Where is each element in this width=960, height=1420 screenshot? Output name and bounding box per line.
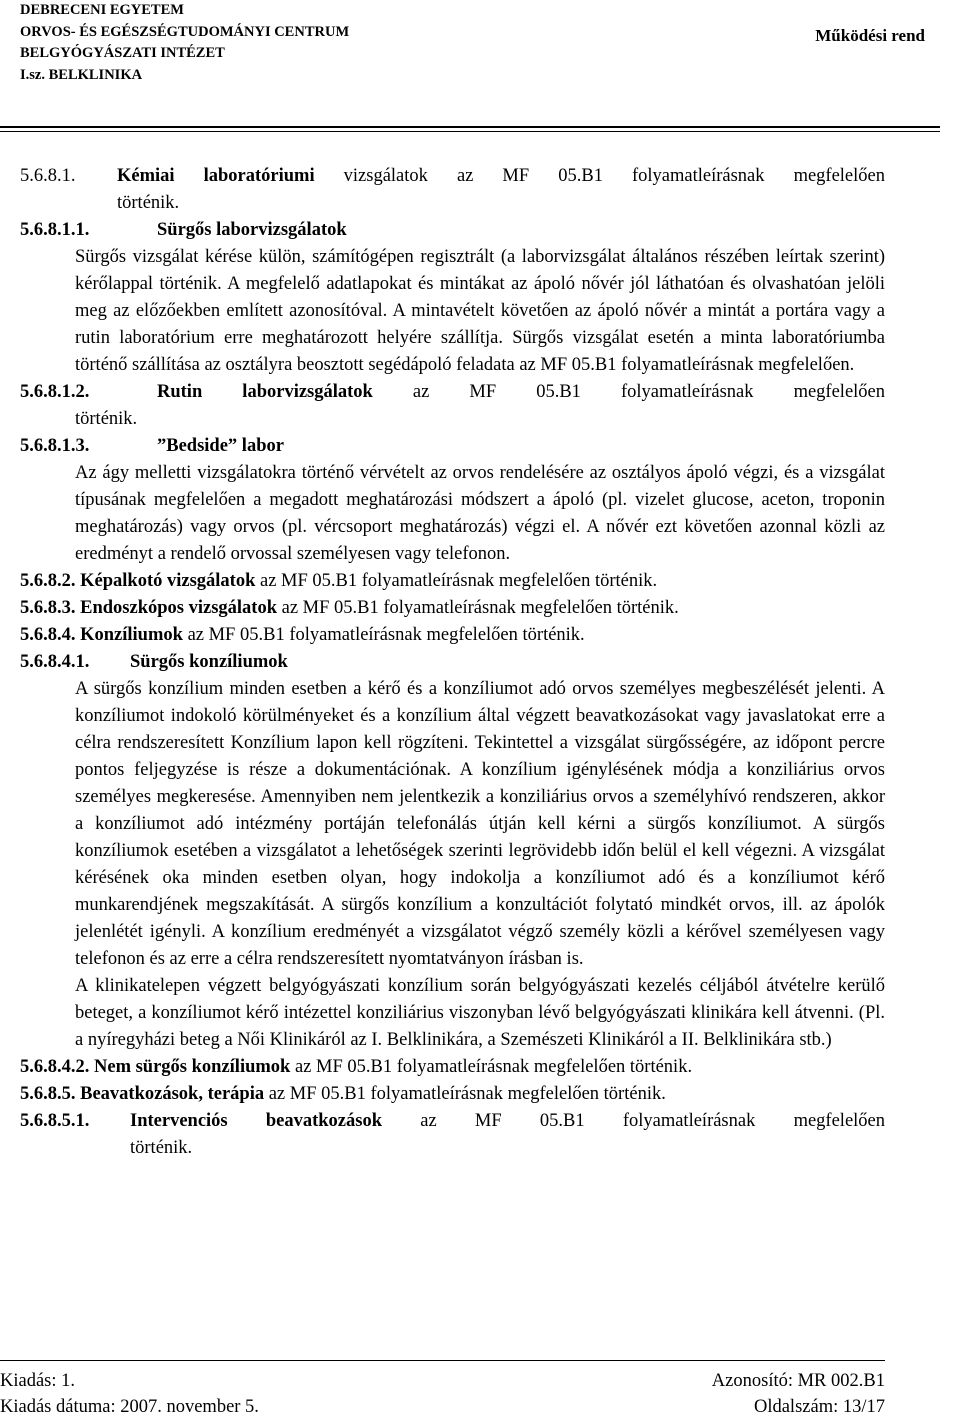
section-title: Nem sürgős konzíliumok — [94, 1057, 291, 1077]
section-5-6-8-4 — [20, 622, 885, 649]
section-5-6-8-1-2 — [20, 379, 885, 433]
footer-rule — [0, 1360, 885, 1361]
institution-line: I.sz. BELKLINIKA — [20, 66, 143, 83]
section-5-6-8-5 — [20, 1081, 885, 1108]
section-number: 5.6.8.1.3. — [20, 436, 90, 456]
section-text: az MF 05.B1 folyamatleírásnak megfelelően történik. — [281, 598, 679, 618]
section-text: az MF 05.B1 folyamatleírásnak megfelelően — [420, 1111, 886, 1131]
document-body — [20, 163, 885, 1162]
section-5-6-8-2 — [20, 568, 885, 595]
paragraph: Az ágy melletti vizsgálatokra történő vérvételt az orvos rendelésére az osztályos ápoló végzi, és a vizsgálat típusának megfelelően a megadott meghatározási módszert a ápoló (pl. vizelet glucose, aceton, troponin meghatározás) vagy orvos (pl. vércsoport meghatározás) végzi el. A nővér ezt követően azonnal közli az eredményt a rendelő orvossal személyesen vagy telefonon. — [75, 463, 885, 564]
section-number: 5.6.8.4.1. — [20, 652, 90, 672]
section-5-6-8-4-1 — [20, 649, 885, 676]
paragraph: A sürgős konzílium minden esetben a kérő és a konzíliumot adó orvos személyes megbeszélését jelenti. A konzíliumot indokoló körülményeket és a konzílium által végzett beavatkozásokat vagy javaslatokat erre a célra rendszeresített Konzílium lapon kell rögzíteni. Tekintettel a vizsgálat sürgősségére, az időpont percre pontos feljegyzése is része a dokumentációnak. A konzílium igénylésének módja a konziliárius orvos személyes megkeresése. Amennyiben nem jelentkezik a konziliárius orvos a személyhívó rendszeren, akkor a konzíliumot adó intézmény portáján telefonálás útján kell kérni a sürgős konzíliumot. A sürgős konzíliumok esetében a vizsgálatot a lehetőségek szerinti legrövidebb időn belül el kell végezni. A vizsgálat kérésének oka minden esetben olyan, hogy indokolja a konzíliumot adó és a konzíliumot kérő munkarendjének megszakítását. A sürgős konzílium a konzultációt folytató mindkét orvos, ill. az ápolók jelenlétét igényli. A konzílium eredményét a vizsgálatot végző személy közli a kérővel személyesen vagy telefonon és az erre a célra rendszeresített nyomtatványon írásban is. — [75, 679, 885, 969]
section-text: az MF 05.B1 folyamatleírásnak megfelelően — [412, 382, 886, 402]
section-5-6-8-1-1 — [20, 217, 885, 244]
section-number: 5.6.8.5. — [20, 1084, 76, 1104]
section-number: 5.6.8.1.2. — [20, 382, 90, 402]
header-rule-thick — [0, 126, 940, 128]
page-header — [20, 0, 925, 120]
section-text: az MF 05.B1 folyamatleírásnak megfelelően történik. — [268, 1084, 666, 1104]
edition: Kiadás: 1. — [0, 1371, 76, 1391]
institution-line: ORVOS- ÉS EGÉSZSÉGTUDOMÁNYI CENTRUM — [20, 23, 350, 40]
section-text: vizsgálatok az MF 05.B1 folyamatleírásnak megfelelően — [343, 166, 885, 186]
section-title: Konzíliumok — [80, 625, 183, 645]
section-title: Rutin laborvizsgálatok — [157, 382, 373, 402]
page-number: Oldalszám: 13/17 — [753, 1397, 885, 1417]
paragraph: Sürgős vizsgálat kérése külön, számítógépen regisztrált (a laborvizsgálat általános részében leírtak szerint) kérőlappal történik. A megfelelő adatlapokat és mintákat az ápoló nővér jól láthatóan és olvashatóan jelöli meg az előzőekben említett azonosítóval. A mintavételt követően az ápoló nővér a mintát a portára vagy a rutin laboratórium erre meghatározott helyére szállítja. Sürgős vizsgálat esetén a minta laboratóriumba történő szállítása az osztályra beosztott segédápoló feladata az MF 05.B1 folyamatleírásnak megfelelően. — [75, 247, 885, 375]
section-text-cont: történik. — [130, 1138, 193, 1158]
section-title: Intervenciós beavatkozások — [130, 1111, 383, 1131]
header-rule-thin — [0, 131, 940, 132]
page-footer — [0, 1368, 885, 1420]
section-number: 5.6.8.4. — [20, 625, 76, 645]
section-5-6-8-5-1 — [20, 1108, 885, 1162]
institution-line: BELGYÓGYÁSZATI INTÉZET — [20, 45, 225, 61]
institution-block — [20, 0, 349, 86]
section-title: Sürgős konzíliumok — [130, 652, 288, 672]
section-5-6-8-3 — [20, 595, 885, 622]
section-number: 5.6.8.1. — [20, 166, 76, 186]
section-title: Endoszkópos vizsgálatok — [80, 598, 277, 618]
section-title: ”Bedside” labor — [157, 436, 284, 456]
section-number: 5.6.8.2. — [20, 571, 76, 591]
section-number: 5.6.8.3. — [20, 598, 76, 618]
institution-line: DEBRECENI EGYETEM — [20, 2, 184, 18]
section-text: az MF 05.B1 folyamatleírásnak megfelelően történik. — [294, 1057, 693, 1077]
section-title: Képalkotó vizsgálatok — [80, 571, 256, 591]
document-type: Működési rend — [815, 26, 925, 45]
edition-date: Kiadás dátuma: 2007. november 5. — [0, 1397, 259, 1417]
paragraph: A klinikatelepen végzett belgyógyászati konzílium során belgyógyászati kezelés céljából átvételre kerülő beteget, a konzíliumot kérő intézettel konziliárius viszonyban lévő belgyógyászati klinikára kell átvenni. (Pl. a nyíregyházi beteg a Női Klinikáról az I. Belklinikára, a Szemészeti Klinikáról a II. Belklinikára stb.) — [75, 976, 885, 1050]
identifier: Azonosító: MR 002.B1 — [711, 1371, 885, 1391]
section-number: 5.6.8.4.2. — [20, 1057, 90, 1077]
section-number: 5.6.8.1.1. — [20, 220, 90, 240]
section-title: Sürgős laborvizsgálatok — [157, 220, 347, 240]
section-5-6-8-4-2 — [20, 1054, 885, 1081]
section-title: Kémiai laboratóriumi — [117, 166, 315, 186]
section-text: az MF 05.B1 folyamatleírásnak megfelelően történik. — [187, 625, 585, 645]
section-text: az MF 05.B1 folyamatleírásnak megfelelően történik. — [260, 571, 658, 591]
section-text-cont: történik. — [117, 193, 180, 213]
section-5-6-8-1-3 — [20, 433, 885, 460]
section-title: Beavatkozások, terápia — [80, 1084, 265, 1104]
section-text-cont: történik. — [75, 409, 138, 429]
section-number: 5.6.8.5.1. — [20, 1111, 90, 1131]
section-5-6-8-1 — [20, 163, 885, 217]
